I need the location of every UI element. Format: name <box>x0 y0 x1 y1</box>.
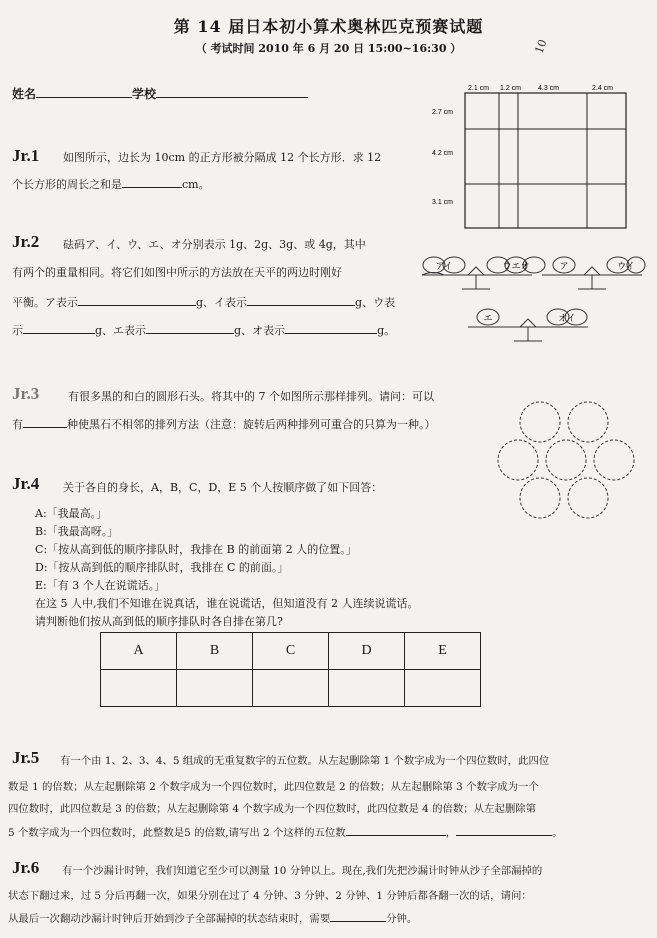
fig-top-label-2: 1.2 cm <box>500 85 522 92</box>
answer-cell-e[interactable] <box>405 670 481 707</box>
stone-circle <box>568 478 608 518</box>
stone-circle <box>568 402 608 442</box>
q5-line3: 四位数时，此四位数是 3 的倍数；从左起删除第 4 个数字成为一个四位数时，此四位数是 4 的倍数；从左起删除第 <box>8 803 537 815</box>
answer-cell-c[interactable] <box>253 670 329 707</box>
q4-answer-d: D:「按从高到低的顺序排队时，我排在 C 的前面。」 <box>35 561 289 574</box>
q4-answer-b: B:「我最高呀。」 <box>35 525 119 538</box>
fig-top-label-3: 4.3 cm <box>538 85 560 92</box>
balance-1-left: アイ <box>435 261 453 271</box>
q1-answer-blank[interactable] <box>122 176 182 188</box>
q4-answer-a: A:「我最高。」 <box>35 507 108 520</box>
q2-blank-u[interactable] <box>23 322 95 334</box>
q2-blank-o[interactable] <box>285 322 377 334</box>
table-header-row <box>101 633 481 670</box>
q4-condition: 在这 5 人中,我们不知谁在说真话，谁在说谎话，但知道没有 2 人连续说谎话。 <box>35 597 419 610</box>
balance-2-left: ア <box>559 261 569 271</box>
balance-3-right: オイ <box>558 313 576 323</box>
name-blank[interactable] <box>36 86 132 98</box>
q3-answer-blank[interactable] <box>23 416 67 428</box>
q3-line2-post: 种使黑石不相邻的排列方法（注意：旋转后两种排列可重合的只算为一种。） <box>67 418 436 431</box>
name-label: 姓名 <box>12 87 37 101</box>
q1-line2 <box>12 176 210 192</box>
fig-left-label-1: 2.7 cm <box>432 109 454 116</box>
q5-blank-1[interactable] <box>346 824 446 836</box>
q5-line4-pre: 5 个数字成为一个四位数时，此整数是5 的倍数,请写出 2 个这样的五位数 <box>8 827 346 839</box>
q1-line2-post: cm。 <box>182 178 210 191</box>
q1-number: Jr.1 <box>12 146 40 165</box>
q4-question: 请判断他们按从高到低的顺序排队时各自排在第几? <box>35 615 283 628</box>
q2-blank-a[interactable] <box>78 294 196 306</box>
table-answer-row <box>101 670 481 707</box>
q1-square-figure <box>420 80 630 232</box>
q5-line4 <box>8 824 562 840</box>
answer-cell-b[interactable] <box>177 670 253 707</box>
balance-2-right: ウイ <box>617 261 635 271</box>
table-header-d: D <box>329 633 405 670</box>
table-header-c: C <box>253 633 329 670</box>
exam-time: （ 考试时间 2010 年 6 月 20 日 15:00~16:30 ） <box>195 42 462 55</box>
fig-top-label-1: 2.1 cm <box>468 85 490 92</box>
q6-line3-post: 分钟。 <box>386 913 418 925</box>
q5-blank-2[interactable] <box>456 824 552 836</box>
fig-left-label-2: 4.2 cm <box>432 150 454 157</box>
q2-label-e: g、エ表示 <box>95 324 147 337</box>
q4-answer-c: C:「按从高到低的顺序排队时，我排在 B 的前面第 2 人的位置。」 <box>35 543 357 556</box>
q3-line1: 有很多黑的和白的圆形石头。将其中的 7 个如图所示那样排列。请问：可以 <box>68 390 434 403</box>
stone-circle <box>594 440 634 480</box>
q6-answer-blank[interactable] <box>330 910 386 922</box>
stone-circle <box>520 402 560 442</box>
q6-number: Jr.6 <box>12 858 40 877</box>
stone-circle <box>498 440 538 480</box>
q1-line1: 如图所示，边长为 10cm 的正方形被分隔成 12 个长方形．求 12 <box>63 151 382 164</box>
exam-title: 第 14 届日本初小算术奥林匹克预赛试题 <box>173 17 484 36</box>
q2-balance-figure <box>418 245 646 355</box>
name-school-row <box>12 86 308 101</box>
q5-number: Jr.5 <box>12 748 40 767</box>
q4-intro: 关于各自的身长，A，B，C，D，E 5 个人按顺序做了如下回答： <box>63 481 383 494</box>
q2-line-end: g。 <box>377 324 396 337</box>
q4-answer-table <box>100 632 481 707</box>
q3-line2 <box>12 416 436 432</box>
school-blank[interactable] <box>156 86 308 98</box>
q4-answer-e: E:「有 3 个人在说谎话。」 <box>35 579 166 592</box>
table-header-b: B <box>177 633 253 670</box>
q2-blank-i[interactable] <box>247 294 355 306</box>
q2-label-o: g、オ表示 <box>234 324 286 337</box>
q5-line1: 有一个由 1、2、3、4、5 组成的无重复数字的五位数。从左起删除第 1 个数字成为一个四位数时，此四位 <box>60 755 550 767</box>
q5-line-end: 。 <box>552 827 563 839</box>
q2-label-u-cont: 示 <box>12 324 23 337</box>
stone-circle <box>546 440 586 480</box>
q2-line3 <box>12 294 395 310</box>
q5-separator: ， <box>445 827 457 839</box>
fig-left-label-3: 3.1 cm <box>432 199 454 206</box>
q2-line2: 有两个的重量相同。将它们如图中所示的方法放在天平的两边时刚好 <box>12 266 342 279</box>
q2-label-i: g、イ表示 <box>196 296 248 309</box>
q3-seven-circles <box>496 398 640 526</box>
fig-top-label-4: 2.4 cm <box>592 85 614 92</box>
handwritten-mark: 10 <box>532 37 550 56</box>
stone-circle <box>520 478 560 518</box>
answer-cell-a[interactable] <box>101 670 177 707</box>
table-header-a: A <box>101 633 177 670</box>
q6-line1: 有一个沙漏计时钟，我们知道它至少可以测量 10 分钟以上。现在,我们先把沙漏计时钟从沙子全部漏掉的 <box>62 865 543 877</box>
q2-label-u: g、ウ表 <box>355 296 396 309</box>
q6-line3 <box>8 910 417 926</box>
q2-line1: 砝码ア、イ、ウ、エ、オ分别表示 1g、2g、3g、或 4g，其中 <box>63 238 366 251</box>
answer-cell-d[interactable] <box>329 670 405 707</box>
q6-line3-pre: 从最后一次翻动沙漏计时钟后开始到沙子全部漏掉的状态结束时，需要 <box>8 913 331 925</box>
table-header-e: E <box>405 633 481 670</box>
q4-number: Jr.4 <box>12 474 40 493</box>
balance-1-right: ウエオ <box>502 261 530 271</box>
balance-3-left: エ <box>483 313 493 323</box>
q3-line2-pre: 有 <box>12 418 23 431</box>
q2-line4 <box>12 322 395 338</box>
q2-blank-e[interactable] <box>146 322 234 334</box>
q2-number: Jr.2 <box>12 232 40 251</box>
q6-line2: 状态下翻过来，过 5 分后再翻一次，如果分别在过了 4 分钟、3 分钟、2 分钟、1 分钟后都各翻一次的话，请问： <box>8 890 532 902</box>
q5-line2: 数是 1 的倍数；从左起删除第 2 个数字成为一个四位数时，此四位数是 2 的倍数；从左起删除第 3 个数字成为一个 <box>8 781 539 793</box>
q1-line2-pre: 个长方形的周长之和是 <box>12 178 122 191</box>
q3-number: Jr.3 <box>12 384 40 403</box>
school-label: 学校 <box>132 87 157 101</box>
q2-label-a: 平衡。ア表示 <box>12 296 78 309</box>
